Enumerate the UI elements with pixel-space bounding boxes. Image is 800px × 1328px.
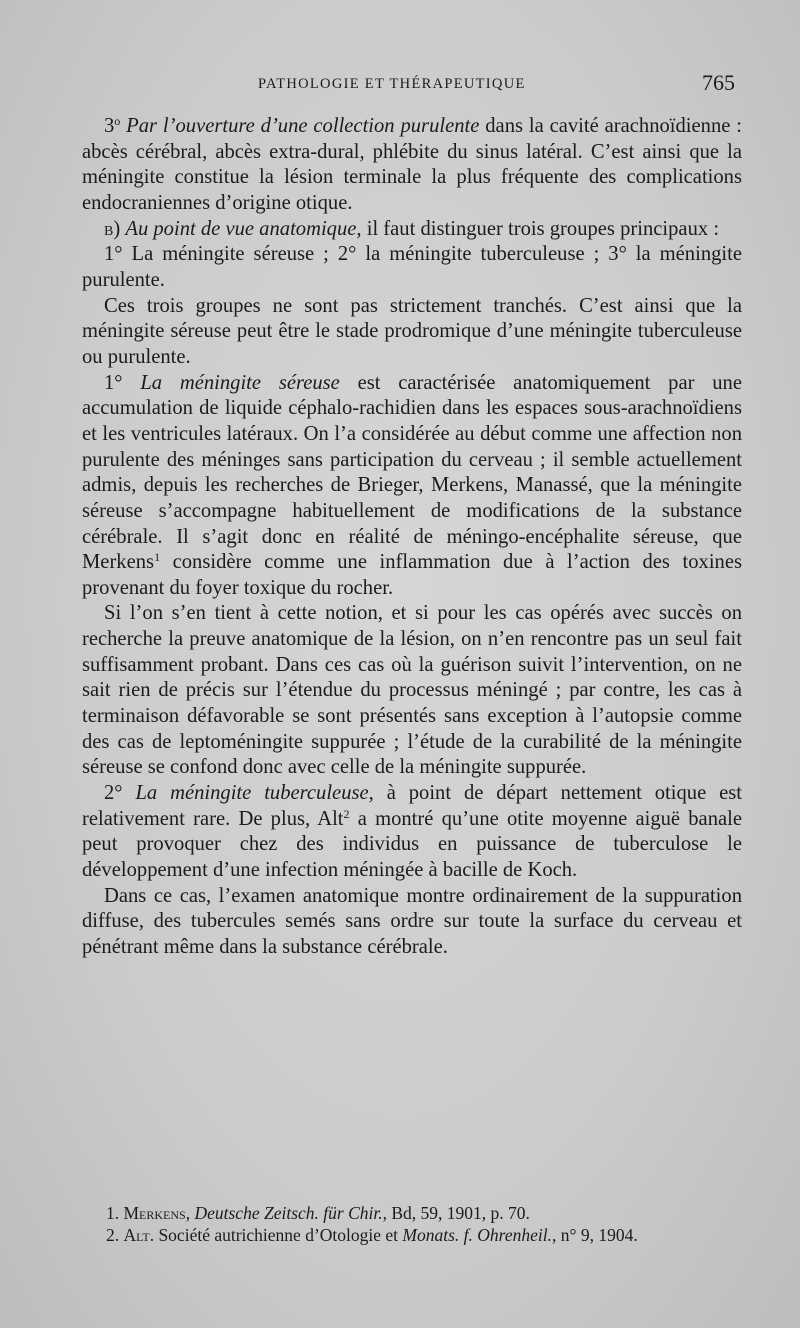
section-letter-paren: ) [113, 217, 126, 240]
footnote-text-continued: , n° 9, 1904. [551, 1225, 638, 1245]
footnote-ref-1: 1 [154, 550, 161, 565]
paragraph-text: Ces trois groupes ne sont pas strictement tranchés. C’est ainsi que la méningite séreuse peut être le stade prodromique d’une méningite tuberculeuse ou purulente. [82, 294, 742, 368]
italic-heading: Au point de vue anatomique [125, 217, 357, 240]
italic-heading: La méningite tuberculeuse [135, 782, 369, 805]
item-number: 1° [104, 371, 141, 394]
paragraph-text: dans la cavité arachnoïdienne : abcès cérébral, abcès extra-dural, phlébite du sinus latéral. C’est ainsi que la méningite constitue la lésion terminale la plus fréquente des complications endocraniennes d’origine otique. [82, 115, 742, 214]
footnote-journal: Deutsche Zeitsch. für Chir. [194, 1203, 383, 1223]
body-text [82, 114, 742, 961]
footnote-2 [82, 1224, 742, 1246]
paragraph-text: 1° La méningite séreuse ; 2° la méningite tuberculeuse ; 3° la méningite purulente. [82, 243, 742, 291]
paragraph-text: Si l’on s’en tient à cette notion, et si pour les cas opérés avec succès on recherche la preuve anatomique de la lésion, on n’en rencontre pas un seul fait suffisamment probant. Dans ces cas où la guérison suivit l’intervention, on ne sait rien de précis sur l’étendue du processus méningé ; par contre, les cas à terminaison défavorable se sont présentés sans exception à l’autopsie comme des cas de leptoméningite suppurée ; l’étude de la curabilité de la méningite séreuse se confond donc avec celle de la méningite suppurée. [82, 602, 742, 779]
footnote-journal: Monats. f. Ohrenheil. [402, 1225, 552, 1245]
footnote-1 [82, 1202, 742, 1224]
paragraph-opening-of-purulent-collection [82, 114, 742, 217]
paragraph-text: , à point de départ nettement otique est relativement rare. De plus, Alt [82, 782, 742, 830]
item-number: 3 [104, 115, 115, 137]
paragraph-text: , il faut distinguer trois groupes principaux : [356, 217, 720, 240]
paragraph-anatomical-view [82, 217, 742, 243]
footnote-separator: , [185, 1203, 195, 1223]
paragraph-curability [82, 601, 742, 781]
paragraph-tuberculous-meningitis [82, 781, 742, 884]
paragraph-anatomical-exam [82, 884, 742, 961]
item-number: 2° [104, 782, 136, 805]
footnotes [82, 1202, 742, 1246]
italic-heading: La méningite séreuse [140, 371, 340, 394]
section-letter: b [104, 217, 114, 240]
paragraph-three-groups [82, 242, 742, 293]
footnote-text: . Société autrichienne d’Otologie et [149, 1225, 403, 1245]
paragraph-serous-meningitis [82, 371, 742, 602]
footnote-text: , Bd, 59, 1901, p. 70. [382, 1203, 530, 1223]
running-head [0, 70, 800, 98]
footnote-number: 2. [106, 1225, 124, 1245]
paragraph-text-continued: considère comme une inflammation due à l’action des toxines provenant du foyer toxique du rocher. [82, 551, 742, 599]
paragraph-text-continued: a montré qu’une otite moyenne aiguë banale peut provoquer chez des individus en puissance de tuberculose le développement d’une infection méningée à bacille de Koch. [82, 807, 742, 882]
paragraph-text: Dans ce cas, l’examen anatomique montre ordinairement de la suppuration diffuse, des tubercules semés sans ordre sur toute la surface du cerveau et pénétrant même dans la substance cérébrale. [82, 884, 742, 958]
italic-heading: Par l’ouverture d’une collection purulente [120, 115, 480, 137]
running-title: PATHOLOGIE ET THÉRAPEUTIQUE [258, 76, 526, 92]
footnote-ref-2: 2 [343, 806, 350, 821]
footnote-number: 1. [106, 1203, 124, 1223]
paragraph-text: est caractérisée anatomiquement par une accumulation de liquide céphalo-rachidien dans les espaces sous-arachnoïdiens et les ventricules latéraux. On l’a considérée au début comme une affection non purulente des méninges sans participation du cerveau ; il semble actuellement admis, depuis les recherches de Brieger, Merkens, Manassé, que la méningite séreuse s’accompagne habituellement de modifications de la substance cérébrale. Il s’agit donc en réalité de méningo-encéphalite séreuse, que Merkens [82, 371, 742, 574]
degree-sign: o [114, 114, 121, 128]
footnote-author: Alt [123, 1225, 150, 1245]
paragraph-not-strictly-separated [82, 294, 742, 371]
footnote-author: Merkens [123, 1203, 186, 1223]
page-number: 765 [702, 70, 735, 95]
